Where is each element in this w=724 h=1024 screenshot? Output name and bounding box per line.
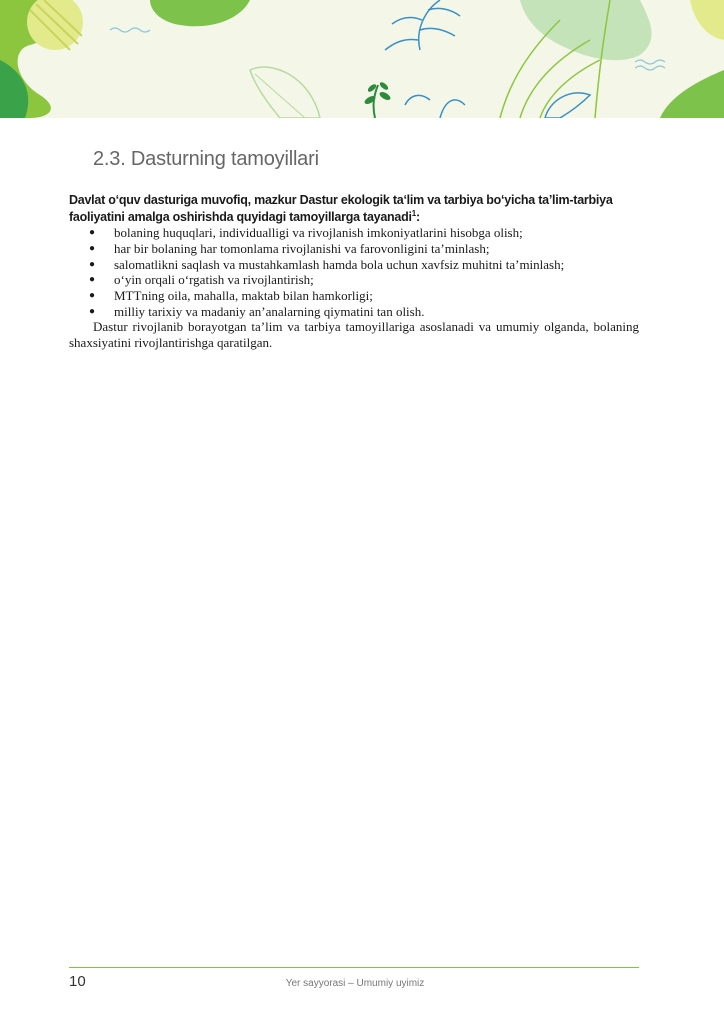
bullet-icon: ● xyxy=(89,242,96,254)
section-title: 2.3. Dasturning tamoyillari xyxy=(93,148,319,170)
page-number: 10 xyxy=(69,973,86,990)
footnote-marker: 1 xyxy=(411,208,416,218)
list-item xyxy=(69,272,639,288)
footer-book-title: Yer sayyorasi – Umumiy uyimiz xyxy=(285,978,425,989)
bullet-icon: ● xyxy=(89,290,96,302)
list-item-text: bolaning huquqlari, individualligi va rivojlanish imkoniyatlarini hisobga olish; xyxy=(114,225,523,240)
list-item-text: har bir bolaning har tomonlama rivojlanishi va farovonligini ta’minlash; xyxy=(114,240,490,256)
list-item-text: milliy tarixiy va madaniy an’analarning qiymatini tan olish. xyxy=(114,303,425,319)
bullet-icon: ● xyxy=(89,274,96,286)
list-item-text: salomatlikni saqlash va mustahkamlash hamda bola uchun xavfsiz muhitni ta’minlash; xyxy=(114,256,565,272)
footer-divider xyxy=(69,967,639,968)
decorative-banner xyxy=(0,0,724,118)
intro-text: Davlat o‘quv dasturiga muvofiq, mazkur Dastur ekologik ta‘lim va tarbiya bo‘yicha ta’lim-tarbiya faoliyatini amalga oshirishda quyidagi tamoyillarga tayanadi xyxy=(69,193,613,224)
list-item xyxy=(69,257,639,273)
bullet-icon: ● xyxy=(89,258,96,270)
bullet-icon: ● xyxy=(89,227,96,238)
list-item xyxy=(69,241,639,257)
bullet-icon: ● xyxy=(89,305,96,317)
list-item-text: o‘yin orqali o‘rgatish va rivojlantirish; xyxy=(114,272,314,288)
intro-paragraph xyxy=(69,192,639,225)
closing-paragraph: Dastur rivojlanib borayotgan ta’lim va tarbiya tamoyillariga asoslanadi va umumiy olganda, bolaning shaxsiyatini rivojlantirishga qaratilgan. xyxy=(69,319,639,350)
leaf-illustration xyxy=(0,0,724,118)
list-item xyxy=(69,304,639,320)
principles-list xyxy=(69,225,639,320)
list-item-text: MTTning oila, mahalla, maktab bilan hamkorligi; xyxy=(114,288,373,304)
list-item xyxy=(69,288,639,304)
intro-colon: : xyxy=(415,209,420,224)
list-item xyxy=(69,225,639,241)
